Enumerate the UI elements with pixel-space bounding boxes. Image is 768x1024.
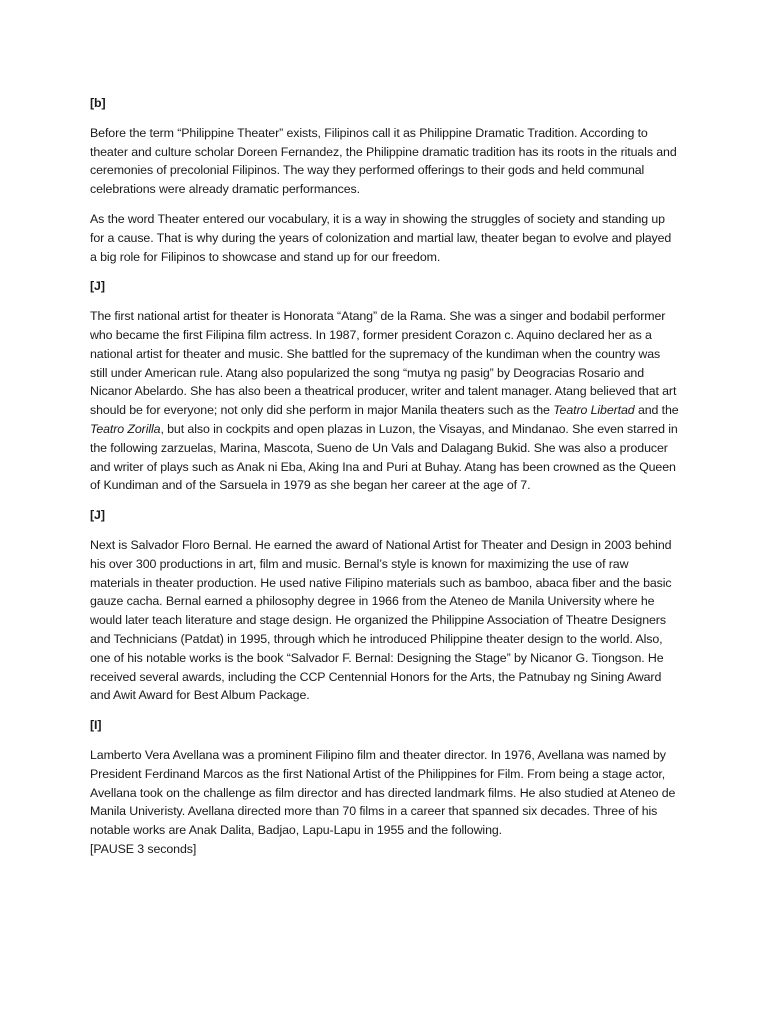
- teatro-zorilla-text: Teatro Zorilla: [90, 421, 161, 436]
- section-marker-j-2: [J]: [90, 508, 105, 523]
- section-marker-b: [b]: [90, 96, 106, 110]
- document-body: [90, 94, 680, 859]
- paragraph-atang-text-b: and the: [634, 403, 679, 418]
- paragraph-salvador-bernal: Next is Salvador Floro Bernal. He earned the award of National Artist for Theater and Design in 2003 behind his over 300 productions in art, film and music. Bernal’s style is known for maximizing the use of raw materials in theater production. He used native Filipino materials such as bamboo, abaca fiber and the basic gauze cacha. Bernal earned a philosophy degree in 1966 from the Ateneo de Manila University where he would later teach literature and stage design. He organized the Philippine Association of Theatre Designers and Technicians (Patdat) in 1995, through which he introduced Philippine theater design to the world. Also, one of his notable works is the book “Salvador F. Bernal: Designing the Stage” by Nicanor G. Tiongson. He received several awards, including the CCP Centennial Honors for the Arts, the Patnubay ng Sining Award and Awit Award for Best Album Package.: [90, 537, 672, 703]
- paragraph-avellana-text: Lamberto Vera Avellana was a prominent Filipino film and theater director. In 1976, Avellana was named by President Ferdinand Marcos as the first National Artist of the Philippines for Film. From being a stage actor, Avellana took on the challenge as film director and has directed landmark films. He also studied at Ateneo de Manila Univeristy. Avellana directed more than 70 films in a career that spanned six decades. Three of his notable works are Anak Dalita, Badjao, Lapu-Lapu in 1955 and the following.: [90, 747, 676, 838]
- section-marker-j-1: [J]: [90, 279, 105, 294]
- pause-note: [PAUSE 3 seconds]: [90, 841, 197, 856]
- teatro-libertad-text: Teatro Libertad: [553, 403, 635, 418]
- paragraph-atang-de-la-rama: [90, 307, 680, 495]
- paragraph-intro: Before the term “Philippine Theater” exists, Filipinos call it as Philippine Dramatic Tradition. According to theater and culture scholar Doreen Fernandez, the Philippine dramatic tradition has its roots in the rituals and ceremonies of precolonial Filipinos. The way they performed offerings to their gods and held communal celebrations were already dramatic performances.: [90, 125, 677, 197]
- paragraph-lamberto-avellana: [90, 746, 680, 859]
- paragraph-theater-vocabulary: As the word Theater entered our vocabulary, it is a way in showing the struggles of society and standing up for a cause. That is why during the years of colonization and martial law, theater began to evolve and played a big role for Filipinos to showcase and stand up for our freedom.: [90, 211, 672, 264]
- paragraph-atang-text-c: , but also in cockpits and open plazas in Luzon, the Visayas, and Mindanao. She even starred in the following zarzuelas, Marina, Mascota, Sueno de Un Vals and Dalagang Bukid. She was also a producer and writer of plays such as Anak ni Eba, Aking Ina and Puri at Buhay. Atang has been crowned as the Queen of Kundiman and of the Sarsuela in 1979 as she began her career at the age of 7.: [90, 421, 678, 493]
- paragraph-atang-text-a: The first national artist for theater is Honorata “Atang” de la Rama. She was a singer and bodabil performer who became the first Filipina film actress. In 1987, former president Corazon c. Aquino declared her as a national artist for theater and music. She battled for the supremacy of the kundiman when the country was still under American rule. Atang also popularized the song “mutya ng pasig” by Deogracias Rosario and Nicanor Abelardo. She has also been a theatrical producer, writer and talent manager. Atang believed that art should be for everyone; not only did she perform in major Manila theaters such as the: [90, 309, 677, 418]
- section-marker-i: [I]: [90, 718, 102, 733]
